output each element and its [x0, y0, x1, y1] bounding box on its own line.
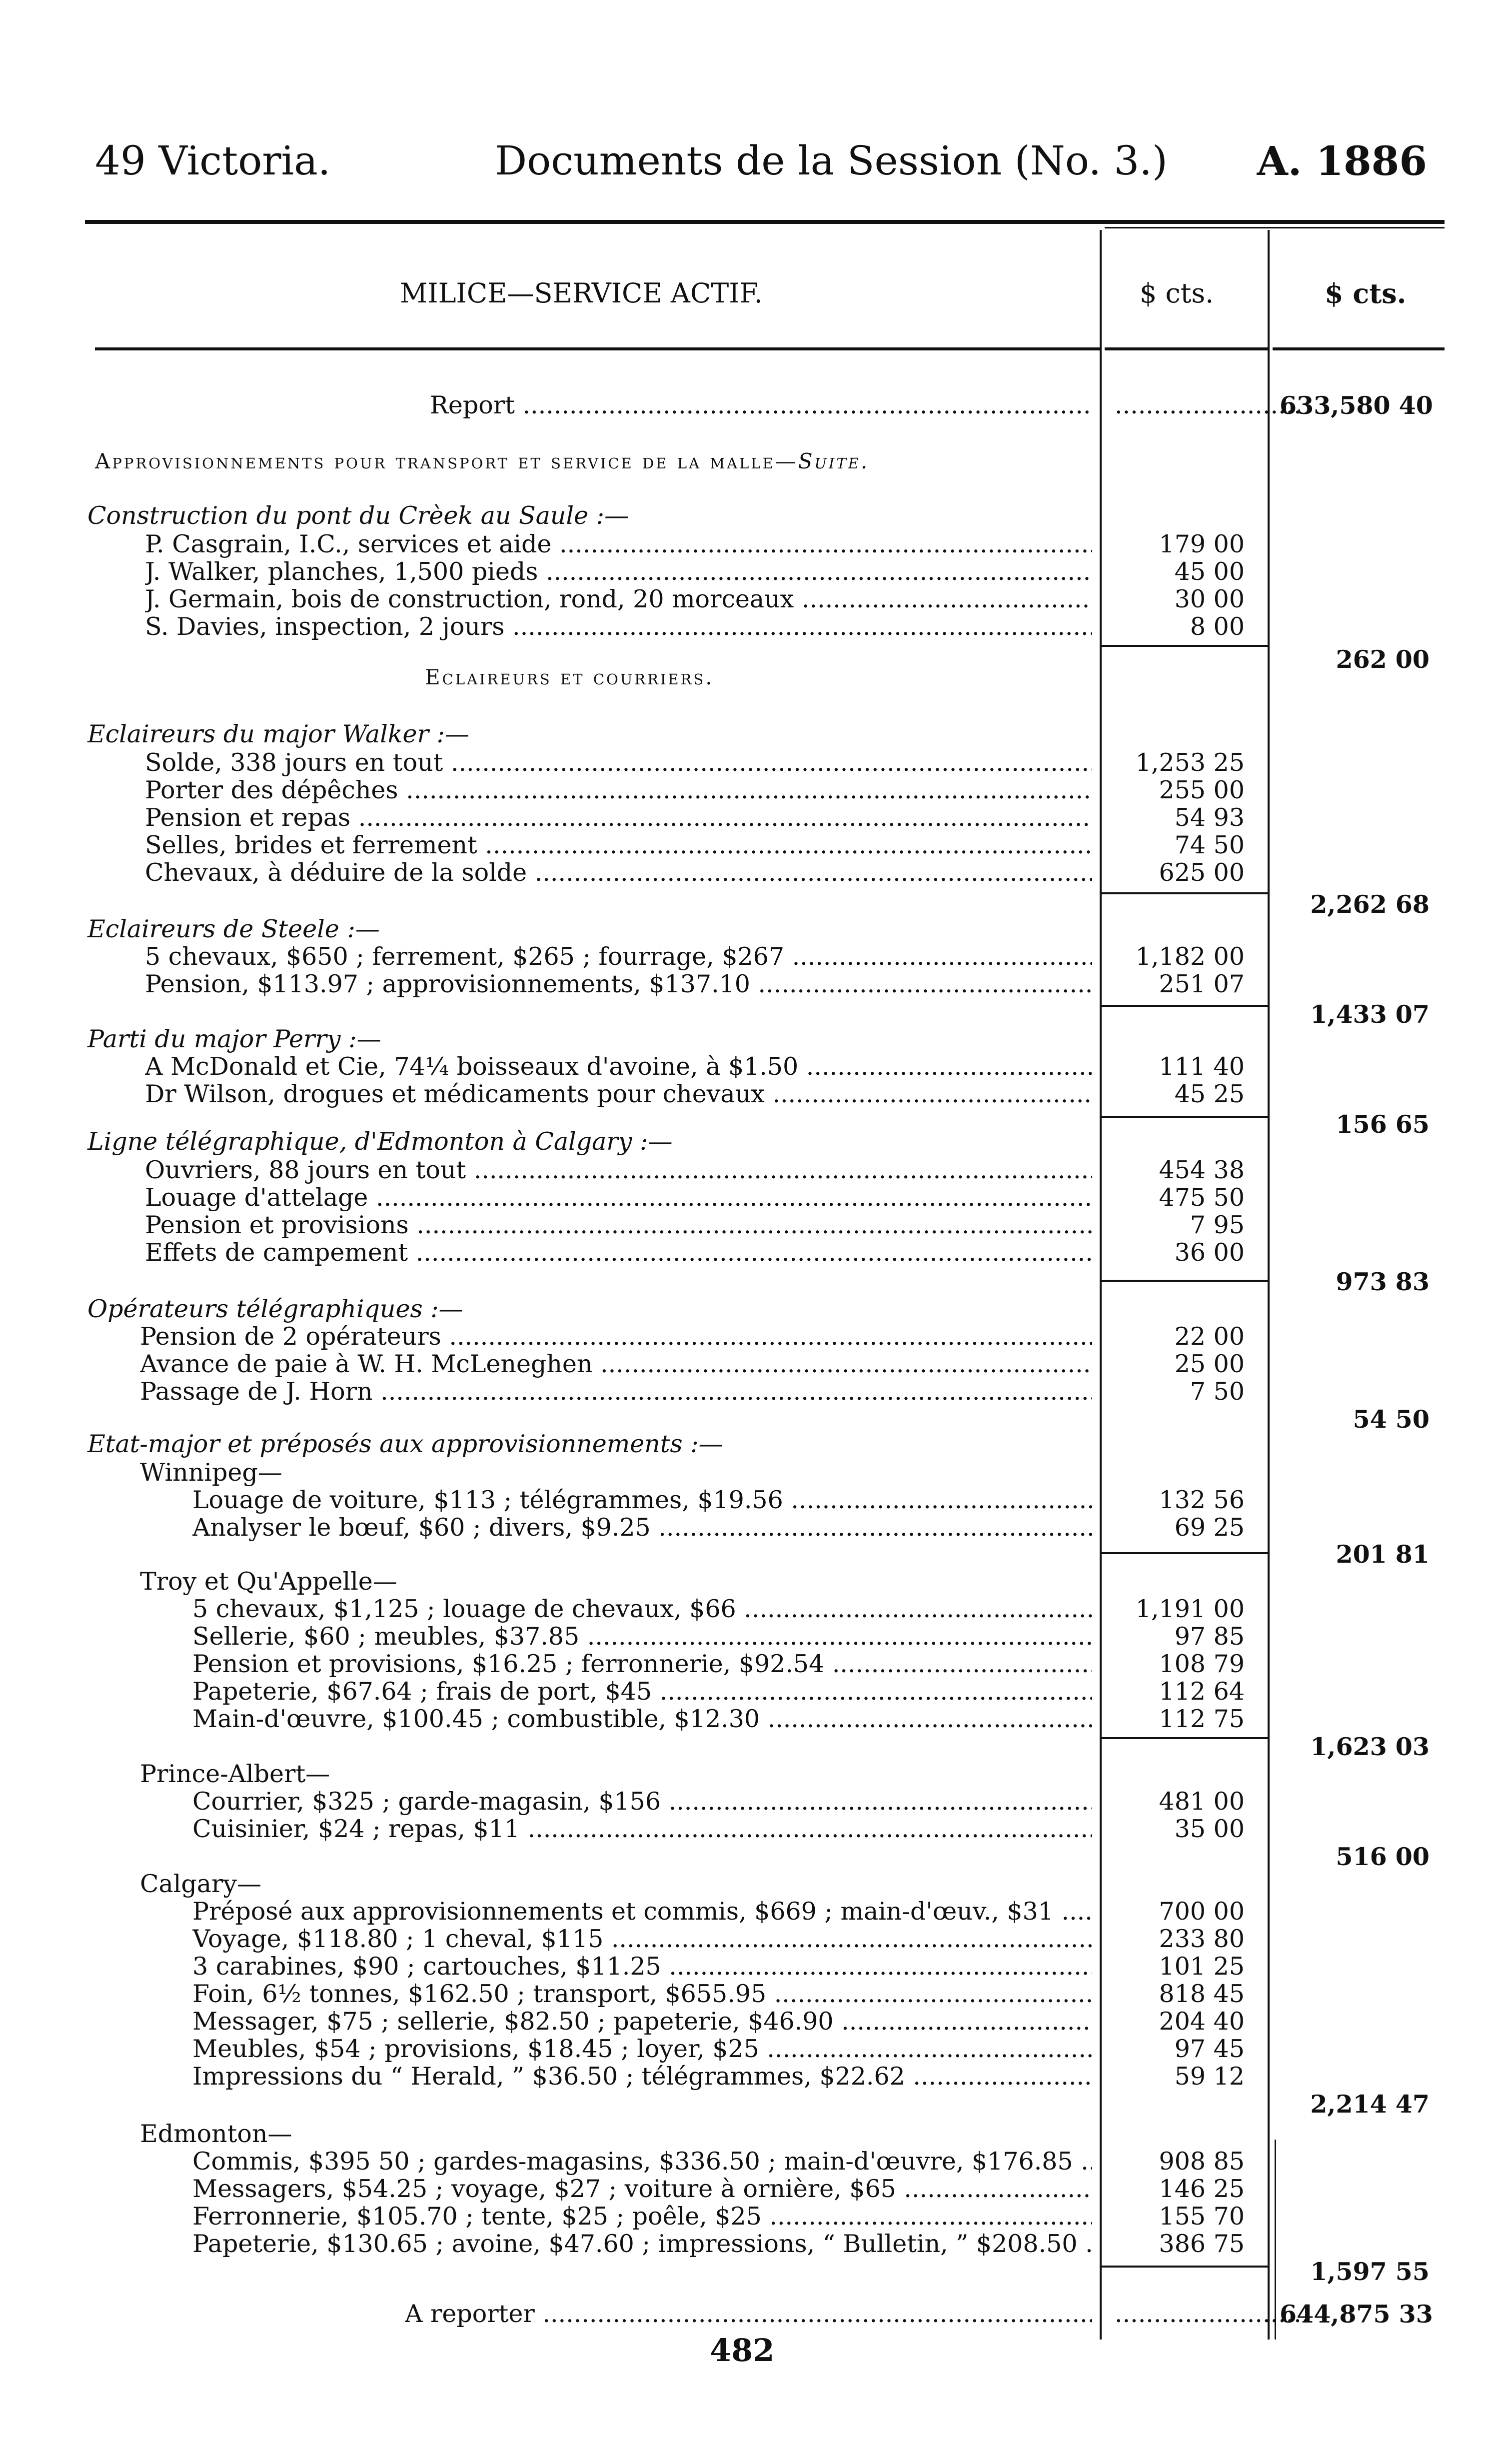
- section-title-staff: Etat-major et préposés aux approvisionnements :—: [87, 1430, 723, 1458]
- header-volume: 49 Victoria.: [95, 137, 331, 184]
- list-item: A McDonald et Cie, 74¼ boisseaux d'avoine, à $1.50 ..... 111 40: [0, 1052, 1512, 1081]
- list-item: Chevaux, à déduire de la solde ..... 625 00: [0, 858, 1512, 887]
- report-row: [0, 391, 1512, 420]
- subtotal-operators: 54 50: [1353, 1405, 1430, 1434]
- list-item: Voyage, $118.80 ; 1 cheval, $115 ..... 233 80: [0, 1925, 1512, 1954]
- report-label: Report: [430, 391, 515, 419]
- list-item: Solde, 338 jours en tout ..... 1,253 25: [0, 748, 1512, 777]
- list-item: Messager, $75 ; sellerie, $82.50 ; papeterie, $46.90 ..... 204 40: [0, 2007, 1512, 2036]
- list-item: Dr Wilson, drogues et médicaments pour chevaux ..... 45 25: [0, 1080, 1512, 1109]
- carry-forward-dots: .........................: [1115, 2300, 1310, 2328]
- list-item: J. Walker, planches, 1,500 pieds ..... 45 00: [0, 557, 1512, 586]
- report-total: 633,580 40: [1280, 391, 1433, 420]
- subsection-calgary: Calgary—: [140, 1870, 262, 1898]
- list-item: S. Davies, inspection, 2 jours ..... 8 00: [0, 612, 1512, 641]
- list-item: Papeterie, $67.64 ; frais de port, $45 ..... 112 64: [0, 1677, 1512, 1706]
- subtotal-row: [0, 1842, 1512, 1871]
- list-item: 3 carabines, $90 ; cartouches, $11.25 ..... 101 25: [0, 1952, 1512, 1981]
- section-title-walker: Eclaireurs du major Walker :—: [87, 720, 469, 748]
- carry-forward-label: A reporter: [405, 2300, 535, 2328]
- carry-forward-total: 644,875 33: [1280, 2300, 1433, 2329]
- list-item: Louage d'attelage ..... 475 50: [0, 1183, 1512, 1212]
- header-title: Documents de la Session (No. 3.): [495, 137, 1168, 184]
- section-title-steele: Eclaireurs de Steele :—: [87, 915, 380, 943]
- header-subrule: [1105, 227, 1445, 228]
- list-item: Selles, brides et ferrement ..... 74 50: [0, 831, 1512, 860]
- table-title: MILICE—SERVICE ACTIF.: [400, 277, 763, 309]
- subheading-scouts: Eclaireurs et courriers.: [425, 665, 714, 689]
- subtotal-winnipeg: 201 81: [1336, 1540, 1430, 1569]
- page-number: 482: [710, 2332, 775, 2369]
- header-rule: [85, 220, 1445, 224]
- header-row-rule-desc: [95, 347, 1100, 350]
- section-title-perry: Parti du major Perry :—: [87, 1025, 381, 1053]
- subtotal-row: [0, 2090, 1512, 2119]
- subtotal-steele: 1,433 07: [1310, 1000, 1430, 1029]
- list-item: Louage de voiture, $113 ; télégrammes, $19.56 ..... 132 56: [0, 1486, 1512, 1515]
- list-item: Ouvriers, 88 jours en tout ..... 454 38: [0, 1156, 1512, 1185]
- subtotal-troy: 1,623 03: [1310, 1732, 1430, 1761]
- subtotal-telegraph-line: 973 83: [1336, 1267, 1430, 1296]
- list-item: J. Germain, bois de construction, rond, 20 morceaux ..... 30 00: [0, 585, 1512, 614]
- subtotal-row: [0, 1267, 1512, 1296]
- list-item: Sellerie, $60 ; meubles, $37.85 ..... 97 85: [0, 1622, 1512, 1651]
- list-item: Préposé aux approvisionnements et commis, $669 ; main-d'œuv., $31 ..... 700 00: [0, 1897, 1512, 1926]
- subtotal-row: [0, 645, 1512, 674]
- list-item: Effets de campement ..... 36 00: [0, 1238, 1512, 1267]
- list-item: Main-d'œuvre, $100.45 ; combustible, $12.30 ..... 112 75: [0, 1705, 1512, 1734]
- subsection-troy: Troy et Qu'Appelle—: [140, 1567, 397, 1596]
- section-title-operators: Opérateurs télégraphiques :—: [87, 1295, 463, 1323]
- list-item: Passage de J. Horn ..... 7 50: [0, 1377, 1512, 1406]
- list-item: Messagers, $54.25 ; voyage, $27 ; voiture à ornière, $65 ..... 146 25: [0, 2175, 1512, 2204]
- subtotal-edmonton: 1,597 55: [1310, 2257, 1430, 2286]
- subtotal-bridge: 262 00: [1336, 645, 1430, 674]
- list-item: Courrier, $325 ; garde-magasin, $156 ..... 481 00: [0, 1787, 1512, 1816]
- list-item: P. Casgrain, I.C., services et aide ..... 179 00: [0, 530, 1512, 559]
- subtotal-row: [0, 2257, 1512, 2286]
- section-heading: Approvisionnements pour transport et service de la malle—Suite.: [95, 449, 870, 473]
- subtotal-row: [0, 1540, 1512, 1569]
- list-item: Avance de paie à W. H. McLeneghen ..... 25 00: [0, 1350, 1512, 1379]
- subtotal-calgary: 2,214 47: [1310, 2090, 1430, 2119]
- list-item: Commis, $395 50 ; gardes-magasins, $336.50 ; main-d'œuvre, $176.85 ..... 908 85: [0, 2147, 1512, 2176]
- subtotal-perry: 156 65: [1336, 1110, 1430, 1139]
- list-item: 5 chevaux, $650 ; ferrement, $265 ; fourrage, $267 ..... 1,182 00: [0, 942, 1512, 971]
- list-item: Porter des dépêches ..... 255 00: [0, 776, 1512, 805]
- list-item: Analyser le bœuf, $60 ; divers, $9.25 ..... 69 25: [0, 1513, 1512, 1542]
- subtotal-walker: 2,262 68: [1310, 890, 1430, 919]
- list-item: Pension de 2 opérateurs ..... 22 00: [0, 1322, 1512, 1351]
- column-header-dollars: $ cts.: [1325, 277, 1407, 309]
- section-title-bridge: Construction du pont du Crèek au Saule :—: [87, 501, 629, 530]
- subtotal-prince-albert: 516 00: [1336, 1842, 1430, 1871]
- list-item: 5 chevaux, $1,125 ; louage de chevaux, $66 ..... 1,191 00: [0, 1595, 1512, 1624]
- list-item: Impressions du “ Herald, ” $36.50 ; télégrammes, $22.62 ..... 59 12: [0, 2062, 1512, 2091]
- list-item: Ferronnerie, $105.70 ; tente, $25 ; poêle, $25 ..... 155 70: [0, 2202, 1512, 2231]
- subtotal-row: [0, 1732, 1512, 1761]
- header-row-rule-col1: [1105, 347, 1268, 350]
- list-item: Pension, $113.97 ; approvisionnements, $137.10 ..... 251 07: [0, 970, 1512, 999]
- subsection-winnipeg: Winnipeg—: [140, 1458, 282, 1487]
- subsection-edmonton: Edmonton—: [140, 2120, 292, 2148]
- list-item: Foin, 6½ tonnes, $162.50 ; transport, $655.95 ..... 818 45: [0, 1980, 1512, 2009]
- report-dots: ........................: [1115, 391, 1302, 419]
- list-item: Pension et provisions ..... 7 95: [0, 1211, 1512, 1240]
- list-item: Papeterie, $130.65 ; avoine, $47.60 ; impressions, “ Bulletin, ” $208.50 ..... 386 75: [0, 2230, 1512, 2259]
- subsection-prince-albert: Prince-Albert—: [140, 1760, 330, 1788]
- list-item: Cuisinier, $24 ; repas, $11 ..... 35 00: [0, 1815, 1512, 1844]
- list-item: Meubles, $54 ; provisions, $18.45 ; loyer, $25 ..... 97 45: [0, 2035, 1512, 2064]
- header-row-rule-col2: [1273, 347, 1445, 350]
- section-title-telegraph-line: Ligne télégraphique, d'Edmonton à Calgary :—: [87, 1127, 673, 1156]
- list-item: Pension et repas ..... 54 93: [0, 803, 1512, 832]
- list-item: Pension et provisions, $16.25 ; ferronnerie, $92.54 ..... 108 79: [0, 1650, 1512, 1679]
- column-header-cents: $ cts.: [1140, 277, 1214, 309]
- header-year: A. 1886: [1257, 137, 1427, 184]
- carry-forward-row: [0, 2300, 1512, 2329]
